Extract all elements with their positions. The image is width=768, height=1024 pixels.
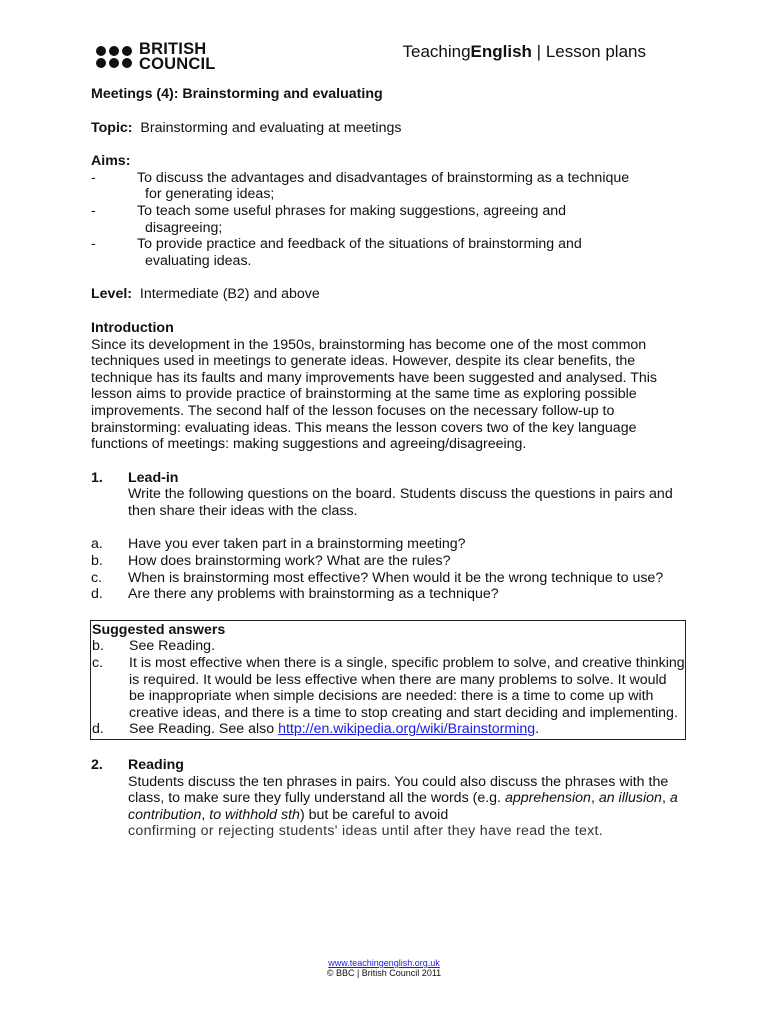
level-text: Intermediate (B2) and above bbox=[139, 286, 320, 303]
intro-heading: Introduction bbox=[91, 319, 174, 336]
logo-wordmark bbox=[139, 42, 216, 72]
aim-dash: - bbox=[91, 202, 96, 219]
topic-label: Topic: bbox=[91, 119, 133, 136]
aim-dash: - bbox=[91, 169, 96, 186]
site-suffix: | Lesson plans bbox=[531, 42, 646, 61]
aim-dash: - bbox=[91, 236, 96, 253]
page-footer bbox=[0, 958, 768, 978]
section-1-text: Write the following questions on the board. Students discuss the questions in pairs and then share their ideas with the class. bbox=[128, 486, 673, 519]
list-item: a. Have you ever taken part in a brainstorming meeting? bbox=[91, 536, 466, 553]
site-bold: English bbox=[470, 42, 532, 61]
intro-text: Since its development in the 1950s, brainstorming has become one of the most common techniques used in meetings to generate ideas. However, despite its clear benefits, the technique has its faults and many improvements have been suggested and analysed. This lesson aims to provide practice of brainstorming at the same time as exploring possible improvements. The second half of the lesson focuses on the necessary follow-up to brainstorming: evaluating ideas. This means the lesson covers two of the key language functions of meetings: making suggestions and agreeing/disagreeing. bbox=[91, 336, 658, 453]
section-1-heading bbox=[91, 470, 687, 487]
aim-text-cont: disagreeing; bbox=[145, 219, 223, 236]
british-council-logo bbox=[96, 42, 216, 72]
list-item: b. How does brainstorming work? What are the rules? bbox=[91, 553, 451, 570]
question-list bbox=[91, 536, 687, 602]
list-item: c. When is brainstorming most effective? When would it be the wrong technique to use? bbox=[91, 569, 664, 586]
section-2-number: 2. bbox=[91, 757, 103, 773]
section-2-title: Reading bbox=[128, 757, 184, 773]
site-prefix: Teaching bbox=[402, 42, 471, 61]
answer-item: d. See Reading. See also http://en.wikipedia.org/wiki/Brainstorming. bbox=[92, 721, 540, 738]
footer-link[interactable]: www.teachingenglish.org.uk bbox=[328, 958, 440, 968]
logo-line-1: BRITISH bbox=[139, 40, 207, 58]
logo-dots-icon bbox=[96, 46, 132, 68]
aim-text-cont: for generating ideas; bbox=[145, 186, 275, 203]
page-title: Meetings (4): Brainstorming and evaluating bbox=[91, 86, 383, 102]
aim-item bbox=[91, 203, 687, 236]
aim-item bbox=[91, 170, 687, 203]
aims-label: Aims: bbox=[91, 153, 131, 170]
aims-list bbox=[91, 170, 687, 270]
aim-text-cont: evaluating ideas. bbox=[145, 252, 252, 269]
suggested-answers-box bbox=[90, 620, 686, 740]
section-2-text-last: confirming or rejecting students' ideas until after they have read the text. bbox=[128, 823, 604, 840]
aim-item bbox=[91, 236, 687, 269]
answers-heading: Suggested answers bbox=[92, 621, 226, 638]
document-body bbox=[91, 86, 687, 840]
section-1-title: Lead-in bbox=[128, 469, 179, 486]
site-title bbox=[402, 42, 646, 62]
section-1-number: 1. bbox=[91, 469, 103, 486]
section-2-text: Students discuss the ten phrases in pairs. You could also discuss the phrases with the class, to make sure they fully understand all the words (e.g. apprehension, an illusion, a contribution, to withhold sth) but be careful to avoid confirming or rejecting students' ideas until after they have read the text. bbox=[91, 774, 687, 840]
list-item: d. Are there any problems with brainstorming as a technique? bbox=[91, 586, 499, 603]
answer-item: c. It is most effective when there is a single, specific problem to solve, and creative thinking is required. It would be less effective when there are many problems to solve. It would be inappropriate when simple decisions are needed: there is a time to come up with creative ideas, and there is a time to stop creating and start deciding and implementing. bbox=[92, 655, 685, 721]
aim-text: To teach some useful phrases for making suggestions, agreeing and bbox=[137, 202, 567, 219]
section-2-heading bbox=[91, 757, 687, 774]
aim-text: To discuss the advantages and disadvantages of brainstorming as a technique bbox=[137, 169, 630, 186]
logo-line-2: COUNCIL bbox=[139, 55, 216, 73]
topic-text: Brainstorming and evaluating at meetings bbox=[140, 119, 402, 136]
aim-text: To provide practice and feedback of the situations of brainstorming and bbox=[137, 236, 582, 253]
footer-copyright: © BBC | British Council 2011 bbox=[326, 968, 442, 978]
level-label: Level: bbox=[91, 286, 133, 303]
level-line bbox=[91, 286, 687, 303]
answer-item: b. See Reading. bbox=[92, 638, 215, 655]
wikipedia-link[interactable]: http://en.wikipedia.org/wiki/Brainstorming bbox=[278, 721, 536, 738]
topic-line bbox=[91, 120, 687, 137]
